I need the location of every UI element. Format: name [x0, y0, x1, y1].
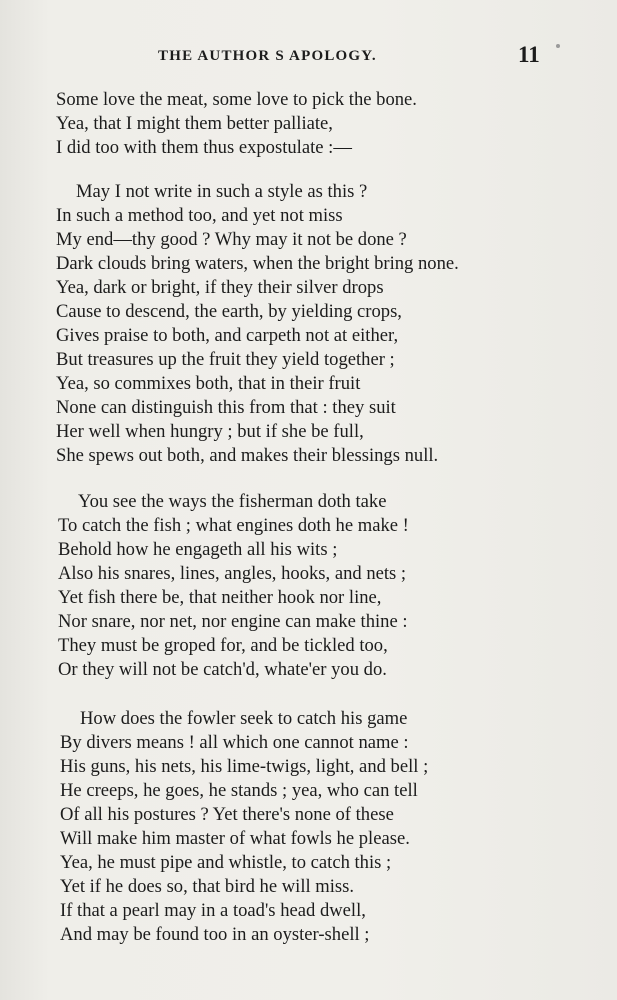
verse-line: My end—thy good ? Why may it not be done ?	[56, 229, 407, 250]
verse-line: Yet fish there be, that neither hook nor line,	[58, 587, 382, 608]
verse-line: Her well when hungry ; but if she be full,	[56, 421, 364, 442]
verse-line: Yea, so commixes both, that in their fruit	[56, 373, 361, 394]
verse-line: By divers means ! all which one cannot name :	[60, 732, 409, 753]
page-header	[0, 42, 617, 72]
verse-line: And may be found too in an oyster-shell ;	[60, 924, 370, 945]
verse-line: Dark clouds bring waters, when the bright bring none.	[56, 253, 459, 274]
verse-line: Yea, that I might them better palliate,	[56, 113, 333, 134]
verse-line: Behold how he engageth all his wits ;	[58, 539, 338, 560]
verse-line: Also his snares, lines, angles, hooks, and nets ;	[58, 563, 407, 584]
verse-line: Gives praise to both, and carpeth not at either,	[56, 325, 399, 346]
verse-line: None can distinguish this from that : they suit	[56, 397, 396, 418]
verse-line: If that a pearl may in a toad's head dwell,	[60, 900, 366, 921]
verse-line: He creeps, he goes, he stands ; yea, who can tell	[60, 780, 418, 801]
verse-line: She spews out both, and makes their blessings null.	[56, 445, 439, 466]
verse-line: How does the fowler seek to catch his game	[80, 708, 408, 729]
verse-line: But treasures up the fruit they yield together ;	[56, 349, 395, 370]
verse-line: You see the ways the fisherman doth take	[78, 491, 387, 512]
verse-line: Will make him master of what fowls he please.	[60, 828, 410, 849]
verse-line: His guns, his nets, his lime-twigs, light, and bell ;	[60, 756, 429, 777]
verse-line: They must be groped for, and be tickled too,	[58, 635, 388, 656]
verse-line: Of all his postures ? Yet there's none of these	[60, 804, 394, 825]
verse-line: Nor snare, nor net, nor engine can make thine :	[58, 611, 408, 632]
running-head: THE AUTHOR S APOLOGY.	[158, 48, 377, 64]
verse-line: Some love the meat, some love to pick the bone.	[56, 89, 417, 110]
verse-line: Yea, he must pipe and whistle, to catch this ;	[60, 852, 392, 873]
verse-line: To catch the fish ; what engines doth he make !	[58, 515, 409, 536]
verse-line: May I not write in such a style as this ?	[76, 181, 368, 202]
page-number: 11	[518, 42, 540, 67]
verse-line: Or they will not be catch'd, whate'er you do.	[58, 659, 387, 680]
verse-line: Cause to descend, the earth, by yielding crops,	[56, 301, 402, 322]
verse-line: Yet if he does so, that bird he will miss.	[60, 876, 355, 897]
verse-line: I did too with them thus expostulate :—	[56, 137, 352, 158]
verse-line: In such a method too, and yet not miss	[56, 205, 343, 226]
verse-line: Yea, dark or bright, if they their silver drops	[56, 277, 384, 298]
